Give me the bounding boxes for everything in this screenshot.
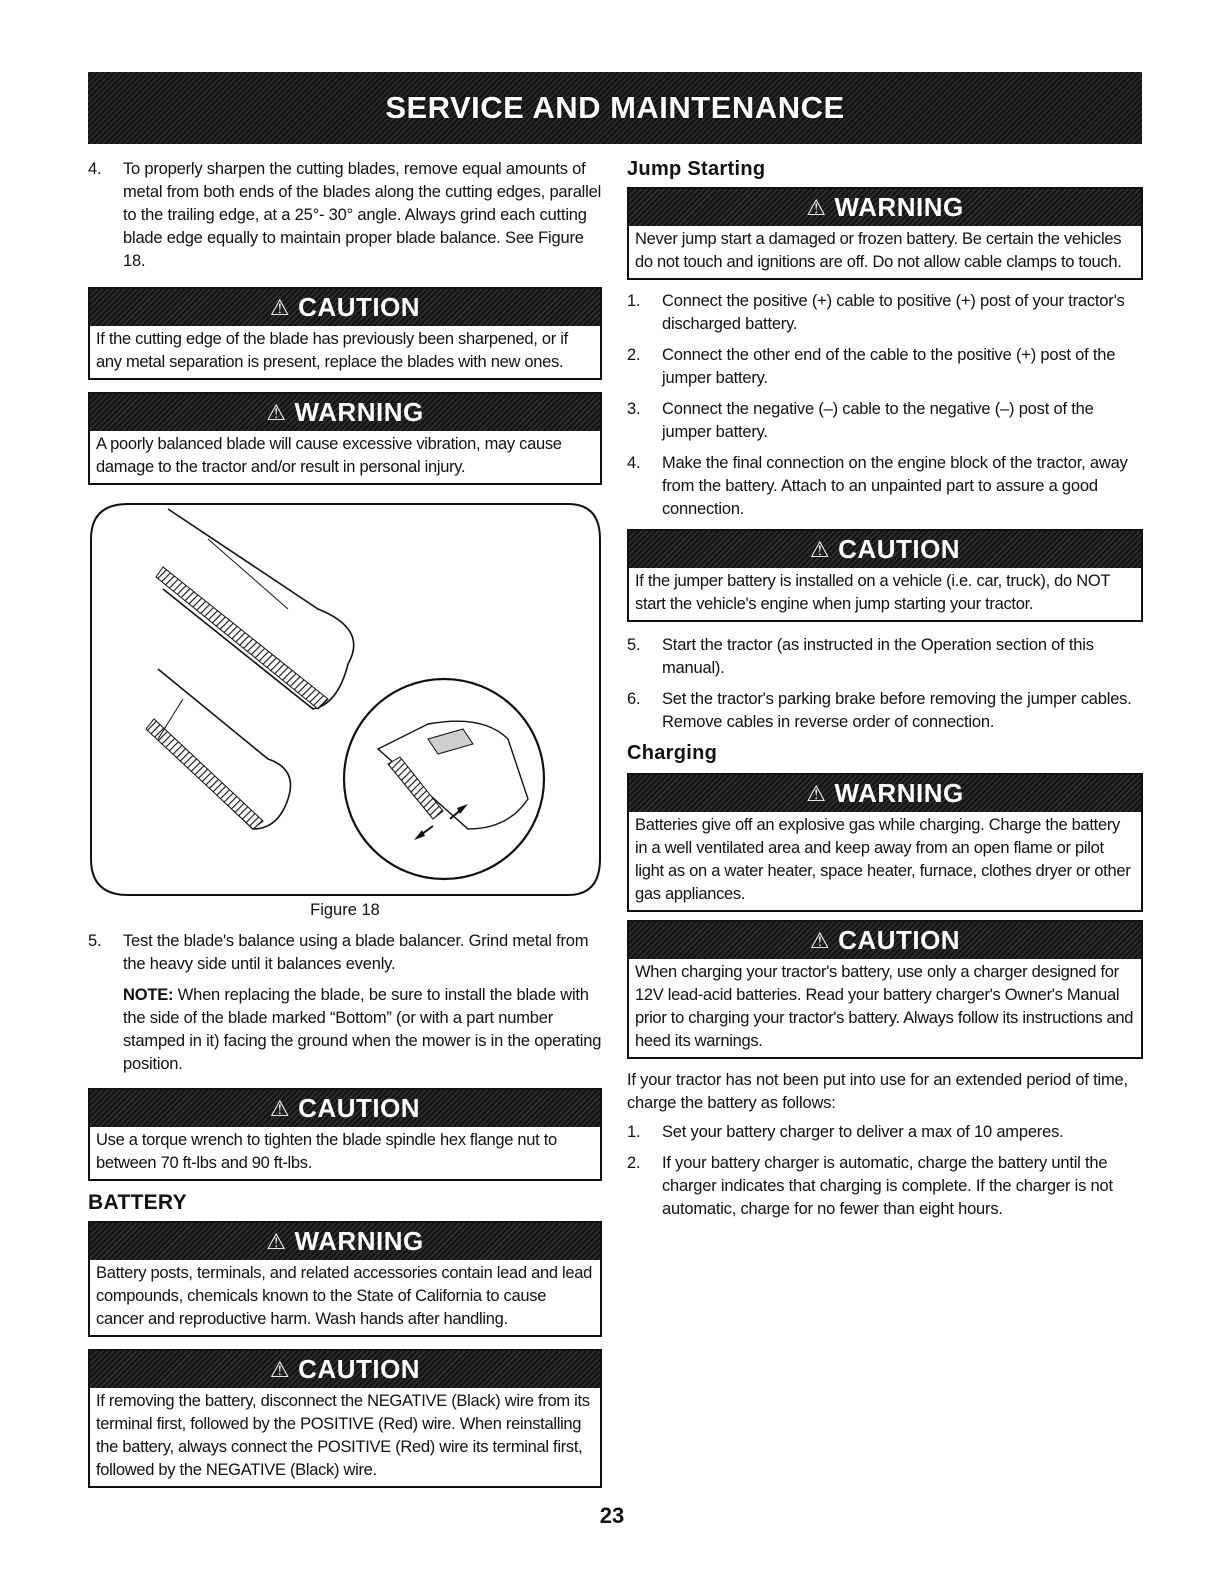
charge-intro: If your tractor has not been put into use for an extended period of time, charge the battery as follows:	[627, 1071, 1128, 1112]
warning-text: Never jump start a damaged or frozen battery. Be certain the vehicles do not touch and ignitions are off. Do not allow cable clamps to touch.	[635, 230, 1122, 271]
charge-steps-list	[627, 1121, 1143, 1221]
caution-label: CAUTION	[838, 534, 961, 564]
warning-label: WARNING	[834, 778, 964, 808]
list-item	[627, 452, 1143, 521]
warning-text: Batteries give off an explosive gas while charging. Charge the battery in a well ventilated area and keep away from an open flame or pilot light as on a water heater, space heater, furnace, clothes dryer or other gas appliances.	[635, 816, 1131, 903]
step-number: 2.	[627, 346, 641, 364]
right-column	[627, 158, 1143, 1229]
note-text: When replacing the blade, be sure to install the blade with the side of the blade marked “Bottom” (or with a part number stamped in it) facing the ground when the mower is in the operating position.	[123, 986, 602, 1073]
caution-label: CAUTION	[298, 292, 421, 322]
step-number: 4.	[88, 160, 102, 178]
warning-header	[629, 189, 1141, 226]
step-text: Test the blade's balance using a blade balancer. Grind metal from the heavy side until it balances evenly.	[123, 932, 589, 973]
page-number: 23	[599, 1503, 625, 1528]
warning-label: WARNING	[834, 192, 964, 222]
step-number: 1.	[627, 1123, 641, 1141]
figure-18-blade-illustration	[88, 499, 602, 899]
figure-caption: Figure 18	[310, 901, 380, 919]
step-text: Connect the negative (–) cable to the negative (–) post of the jumper battery.	[662, 400, 1094, 441]
balance-step	[88, 930, 602, 976]
warning-header	[90, 1223, 600, 1260]
step-number: 6.	[627, 690, 641, 708]
caution-header	[629, 531, 1141, 568]
step-text: Start the tractor (as instructed in the Operation section of this manual).	[662, 636, 1094, 677]
caution-text: When charging your tractor's battery, use only a charger designed for 12V lead-acid batteries. Read your battery charger's Owner's Manual prior to charging your tractor's battery. Always follow its instructions and heed its warnings.	[635, 963, 1134, 1050]
step-number: 3.	[627, 400, 641, 418]
warning-triangle-icon: ⚠	[809, 927, 831, 953]
step-text: Connect the positive (+) cable to positive (+) post of your tractor's discharged battery.	[662, 292, 1125, 333]
warning-text: A poorly balanced blade will cause excessive vibration, may cause damage to the tractor and/or result in personal injury.	[96, 435, 562, 476]
caution-label: CAUTION	[298, 1354, 421, 1384]
note-label: NOTE:	[123, 986, 174, 1004]
warning-label: WARNING	[294, 1226, 424, 1256]
blade-note	[88, 984, 602, 1076]
list-item	[627, 634, 1143, 680]
caution-text: Use a torque wrench to tighten the blade spindle hex flange nut to between 70 ft-lbs and 90 ft-lbs.	[96, 1131, 557, 1172]
step-number: 4.	[627, 454, 641, 472]
caution-label: CAUTION	[838, 925, 961, 955]
caution-box-battery-removal	[88, 1349, 602, 1488]
caution-box-jumper-vehicle	[627, 529, 1143, 622]
list-item	[627, 344, 1143, 390]
sharpen-step	[88, 158, 602, 273]
charging-title: Charging	[627, 742, 718, 764]
warning-box-charging	[627, 773, 1143, 912]
warning-header	[90, 394, 600, 431]
step-number: 1.	[627, 292, 641, 310]
warning-header	[629, 775, 1141, 812]
step-text: To properly sharpen the cutting blades, remove equal amounts of metal from both ends of the blades along the cutting edges, parallel to the trailing edge, at a 25°- 30° angle. Always grind each cutting blade edge equally to maintain proper blade balance. See Figure 18.	[123, 160, 602, 270]
warning-triangle-icon: ⚠	[269, 1095, 291, 1121]
caution-text: If removing the battery, disconnect the NEGATIVE (Black) wire from its terminal first, followed by the POSITIVE (Red) wire. When reinstalling the battery, always connect the POSITIVE (Red) wire its terminal first, followed by the NEGATIVE (Black) wire.	[96, 1392, 590, 1479]
step-number: 2.	[627, 1154, 641, 1172]
caution-box-torque	[88, 1088, 602, 1181]
left-column	[88, 158, 602, 1488]
warning-box-jump	[627, 187, 1143, 280]
page-header-banner	[88, 72, 1142, 144]
step-text: Connect the other end of the cable to the positive (+) post of the jumper battery.	[662, 346, 1116, 387]
caution-label: CAUTION	[298, 1093, 421, 1123]
caution-box-charger	[627, 920, 1143, 1059]
list-item	[627, 1152, 1143, 1221]
blade-drawing	[88, 499, 602, 899]
step-text: If your battery charger is automatic, charge the battery until the charger indicates that charging is complete. If the charger is not automatic, charge for no fewer than eight hours.	[662, 1154, 1113, 1218]
warning-label: WARNING	[294, 397, 424, 427]
list-item	[627, 290, 1143, 336]
step-text: Set your battery charger to deliver a max of 10 amperes.	[662, 1123, 1064, 1141]
list-item	[627, 688, 1143, 734]
step-number: 5.	[88, 932, 102, 950]
list-item	[627, 1121, 1143, 1144]
caution-text: If the jumper battery is installed on a vehicle (i.e. car, truck), do NOT start the vehicle's engine when jump starting your tractor.	[635, 572, 1110, 613]
step-text: Make the final connection on the engine block of the tractor, away from the battery. Attach to an unpainted part to assure a good connection.	[662, 454, 1128, 518]
warning-text: Battery posts, terminals, and related accessories contain lead and lead compounds, chemicals known to the State of California to cause cancer and reproductive harm. Wash hands after handling.	[96, 1264, 592, 1328]
warning-triangle-icon: ⚠	[806, 780, 827, 806]
caution-header	[90, 1090, 600, 1127]
page-title: SERVICE AND MAINTENANCE	[385, 90, 845, 125]
warning-triangle-icon: ⚠	[809, 536, 831, 562]
warning-box-balance	[88, 392, 602, 485]
caution-box-resharpen	[88, 287, 602, 380]
caution-header	[90, 1351, 600, 1388]
warning-triangle-icon: ⚠	[806, 194, 827, 220]
jump-starting-title: Jump Starting	[627, 158, 766, 180]
caution-header	[90, 289, 600, 326]
warning-triangle-icon: ⚠	[269, 294, 291, 320]
step-number: 5.	[627, 636, 641, 654]
caution-text: If the cutting edge of the blade has previously been sharpened, or if any metal separation is present, replace the blades with new ones.	[96, 330, 568, 371]
warning-triangle-icon: ⚠	[266, 1228, 287, 1254]
warning-triangle-icon: ⚠	[266, 399, 287, 425]
list-item	[627, 398, 1143, 444]
step-text: Set the tractor's parking brake before removing the jumper cables. Remove cables in reverse order of connection.	[662, 690, 1132, 731]
jump-steps-list-continued	[627, 634, 1143, 734]
battery-section-title: BATTERY	[88, 1191, 187, 1214]
jump-steps-list	[627, 290, 1143, 521]
warning-box-lead	[88, 1221, 602, 1337]
warning-triangle-icon: ⚠	[269, 1356, 291, 1382]
caution-header	[629, 922, 1141, 959]
